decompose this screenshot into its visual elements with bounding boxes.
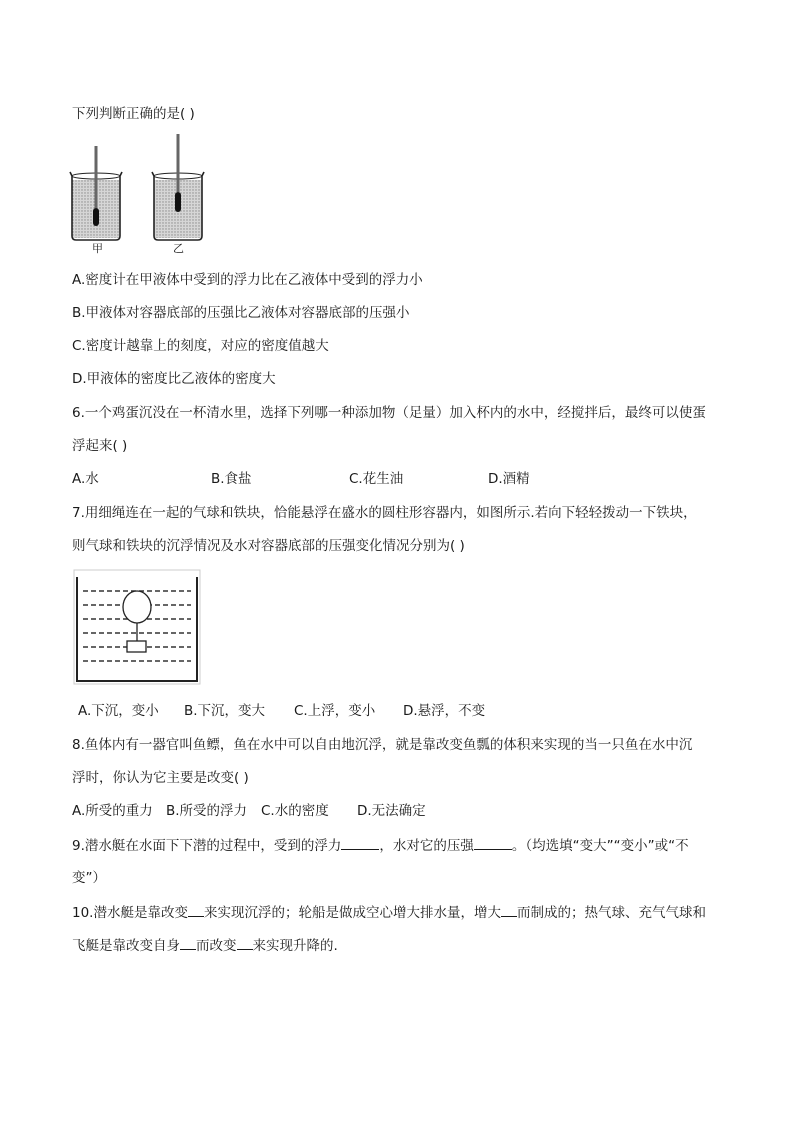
q7-option-c: C.上浮，变小 <box>294 703 376 719</box>
q5-option-b: B.甲液体对容器底部的压强比乙液体对容器底部的压强小 <box>72 305 410 321</box>
q7-option-b: B.下沉，变大 <box>184 703 266 719</box>
q6-option-b: B.食盐 <box>211 471 252 487</box>
q8-option-c: C.水的密度 <box>261 803 329 819</box>
q8-stem-line1: 8.鱼体内有一器官叫鱼鳔，鱼在水中可以自由地沉浮，就是靠改变鱼瓢的体积来实现的当一只鱼在水中沉 <box>72 737 693 753</box>
q7-stem-line2: 则气球和铁块的沉浮情况及水对容器底部的压强变化情况分别为( ) <box>72 538 465 554</box>
q8-option-d: D.无法确定 <box>357 803 426 819</box>
beaker-yi <box>152 134 204 240</box>
q10-blank-1[interactable] <box>188 902 204 917</box>
q10-stem-line1: 10.潜水艇是靠改变 来实现沉浮的；轮船是做成空心增大排水量，增大 而制成的；热气球、充气气球和 <box>72 902 706 923</box>
q8-option-b: B.所受的浮力 <box>166 803 248 819</box>
q9-stem-line2: 变”） <box>72 870 106 886</box>
q5-option-c: C.密度计越靠上的刻度，对应的密度值越大 <box>72 338 329 354</box>
q6-option-a: A.水 <box>72 471 99 487</box>
balloon <box>123 591 151 623</box>
beaker-label-jia: 甲 <box>92 242 103 255</box>
q9-stem-line1: 9.潜水艇在水面下下潜的过程中，受到的浮力 ，水对它的压强 。（均选填“变大”“变小”或“不 <box>72 835 689 856</box>
q6-option-c: C.花生油 <box>349 471 404 487</box>
beaker-label-yi: 乙 <box>173 242 184 255</box>
q6-option-d: D.酒精 <box>488 471 530 487</box>
q7-option-d: D.悬浮，不变 <box>403 703 486 719</box>
q8-option-a: A.所受的重力 <box>72 803 153 819</box>
beaker-jia <box>70 146 122 240</box>
q7-option-a: A.下沉，变小 <box>78 703 159 719</box>
q10-blank-2[interactable] <box>501 902 517 917</box>
q5-option-d: D.甲液体的密度比乙液体的密度大 <box>72 371 276 387</box>
balloon-iron-container-figure <box>73 569 201 685</box>
q5-stem: 下列判断正确的是( ) <box>72 106 195 122</box>
q9-blank-buoyancy[interactable] <box>341 835 379 850</box>
q5-option-a: A.密度计在甲液体中受到的浮力比在乙液体中受到的浮力小 <box>72 272 423 288</box>
q6-stem-line2: 浮起来( ) <box>72 438 128 454</box>
q10-blank-4[interactable] <box>237 935 253 950</box>
hydrometer-beakers-figure <box>66 132 226 258</box>
q10-blank-3[interactable] <box>180 935 196 950</box>
q8-stem-line2: 浮时，你认为它主要是改变( ) <box>72 770 249 786</box>
q10-stem-line2: 飞艇是靠改变自身 而改变 来实现升降的. <box>72 935 338 956</box>
q7-stem-line1: 7.用细绳连在一起的气球和铁块，恰能悬浮在盛水的圆柱形容器内，如图所示.若向下轻轻拨动一下铁块， <box>72 505 697 521</box>
q6-stem-line1: 6.一个鸡蛋沉没在一杯清水里，选择下列哪一种添加物（足量）加入杯内的水中，经搅拌后，最终可以使蛋 <box>72 405 706 421</box>
q9-blank-pressure[interactable] <box>474 835 512 850</box>
iron-block <box>127 641 146 652</box>
